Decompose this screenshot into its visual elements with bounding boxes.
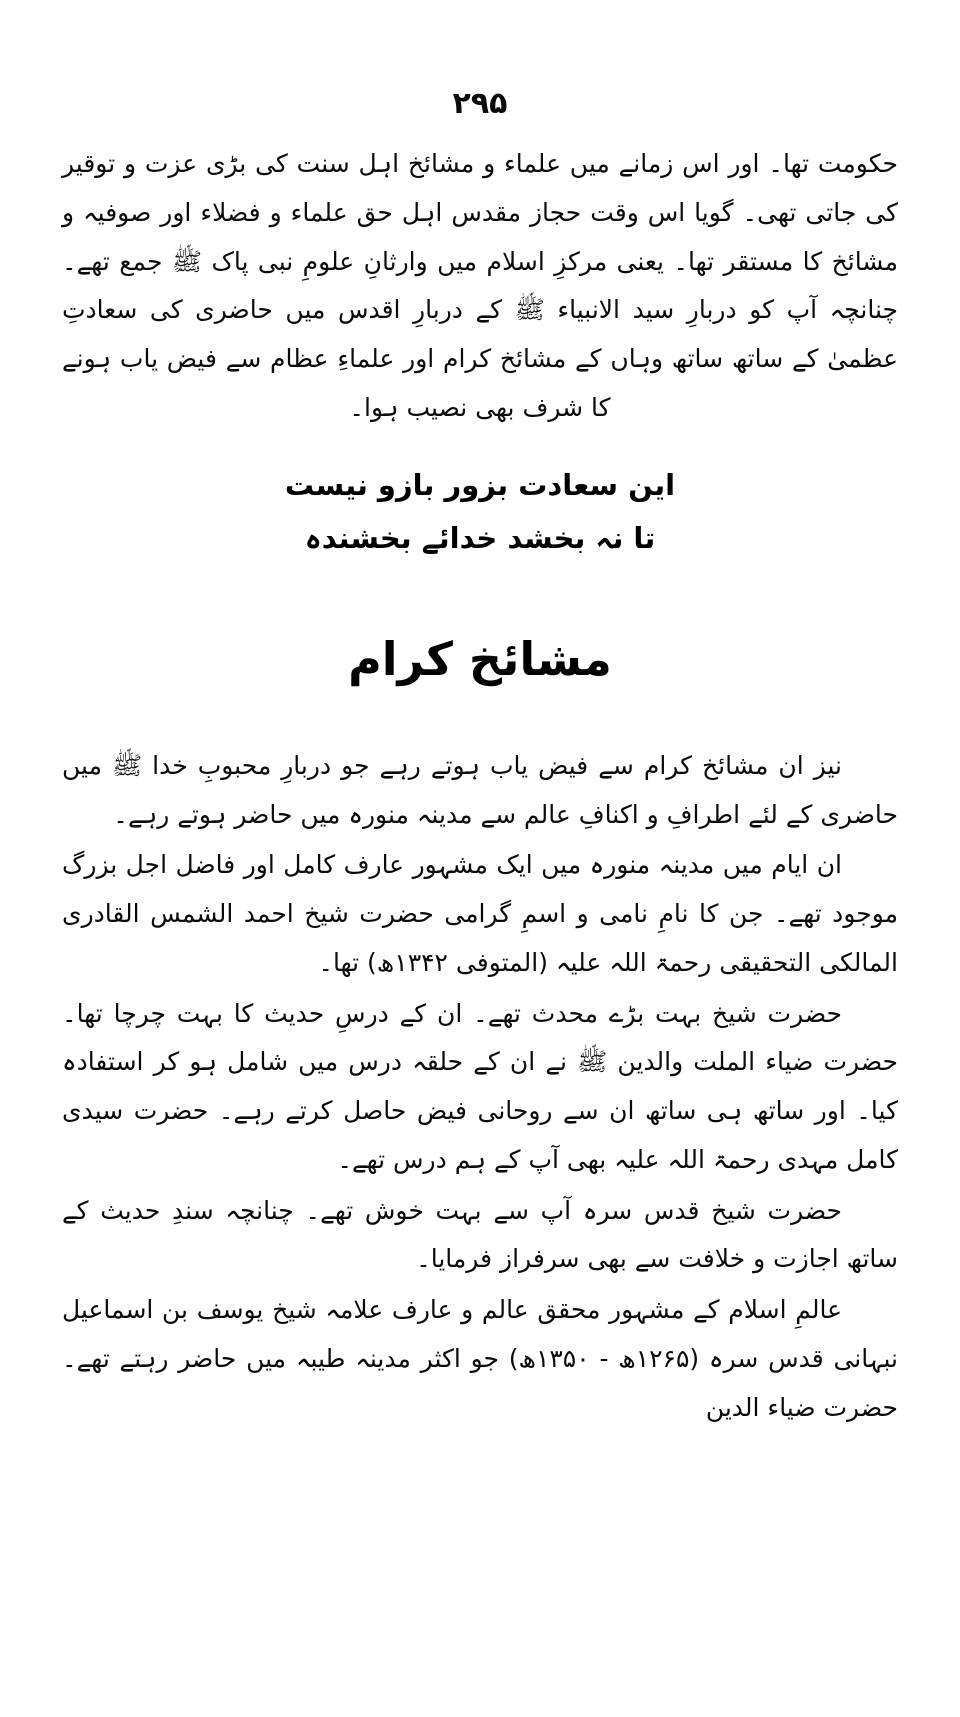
- paragraph-1: حکومت تھا۔ اور اس زمانے میں علماء و مشائخ اہل سنت کی بڑی عزت و توقیر کی جاتی تھی۔ گویا اس وقت حجاز مقدس اہل حق علماء و فضلاء اور صوفیہ و مشائخ کا مستقر تھا۔ یعنی مرکزِ اسلام میں وارثانِ علومِ نبی پاک ﷺ جمع تھے۔ چنانچہ آپ کو دربارِ سید الانبیاء ﷺ کے دربارِ اقدس میں حاضری کی سعادتِ عظمیٰ کے ساتھ ساتھ وہاں کے مشائخ کرام اور علماءِ عظام سے فیض یاب ہونے کا شرف بھی نصیب ہوا۔: [62, 149, 898, 422]
- paragraph-5: حضرت شیخ قدس سرہ آپ سے بہت خوش تھے۔ چنانچہ سندِ حدیث کے ساتھ اجازت و خلافت سے بھی سرفراز فرمایا۔: [62, 1195, 898, 1274]
- page-body: [62, 140, 898, 1434]
- paragraph-3: ان ایام میں مدینہ منورہ میں ایک مشہور عارف کامل اور فاضل اجل بزرگ موجود تھے۔ جن کا نامِ نامی و اسمِ گرامی حضرت شیخ احمد الشمس القادری المالکی التحقیقی رحمۃ اللہ علیہ (المتوفی ۱۳۴۲ھ) تھا۔: [62, 850, 898, 977]
- paragraph-6: عالمِ اسلام کے مشہور محقق عالم و عارف علامہ شیخ یوسف بن اسماعیل نبہانی قدس سرہ (۱۲۶۵ھ - ۱۳۵۰ھ) جو اکثر مدینہ طیبہ میں حاضر رہتے تھے۔ حضرت ضیاء الدین: [62, 1295, 899, 1422]
- persian-couplet: [62, 459, 898, 566]
- couplet-line-1: این سعادت بزور بازو نیست: [284, 467, 676, 502]
- page-number: ۲۹۵: [452, 86, 508, 121]
- couplet-line-2: تا نہ بخشد خدائے بخشندہ: [304, 521, 656, 556]
- section-heading: مشائخ کرام: [348, 631, 612, 686]
- paragraph-4: حضرت شیخ بہت بڑے محدث تھے۔ ان کے درسِ حدیث کا بہت چرچا تھا۔ حضرت ضیاء الملت والدین ﷺ نے ان کے حلقہ درس میں شامل ہو کر استفادہ کیا۔ اور ساتھ ہی ساتھ ان سے روحانی فیض حاصل کرتے رہے۔ حضرت سیدی کامل مہدی رحمۃ اللہ علیہ بھی آپ کے ہم درس تھے۔: [62, 998, 898, 1174]
- paragraph-2: نیز ان مشائخ کرام سے فیض یاب ہوتے رہے جو دربارِ محبوبِ خدا ﷺ میں حاضری کے لئے اطرافِ و اکنافِ عالم سے مدینہ منورہ میں حاضر ہوتے رہے۔: [62, 750, 898, 829]
